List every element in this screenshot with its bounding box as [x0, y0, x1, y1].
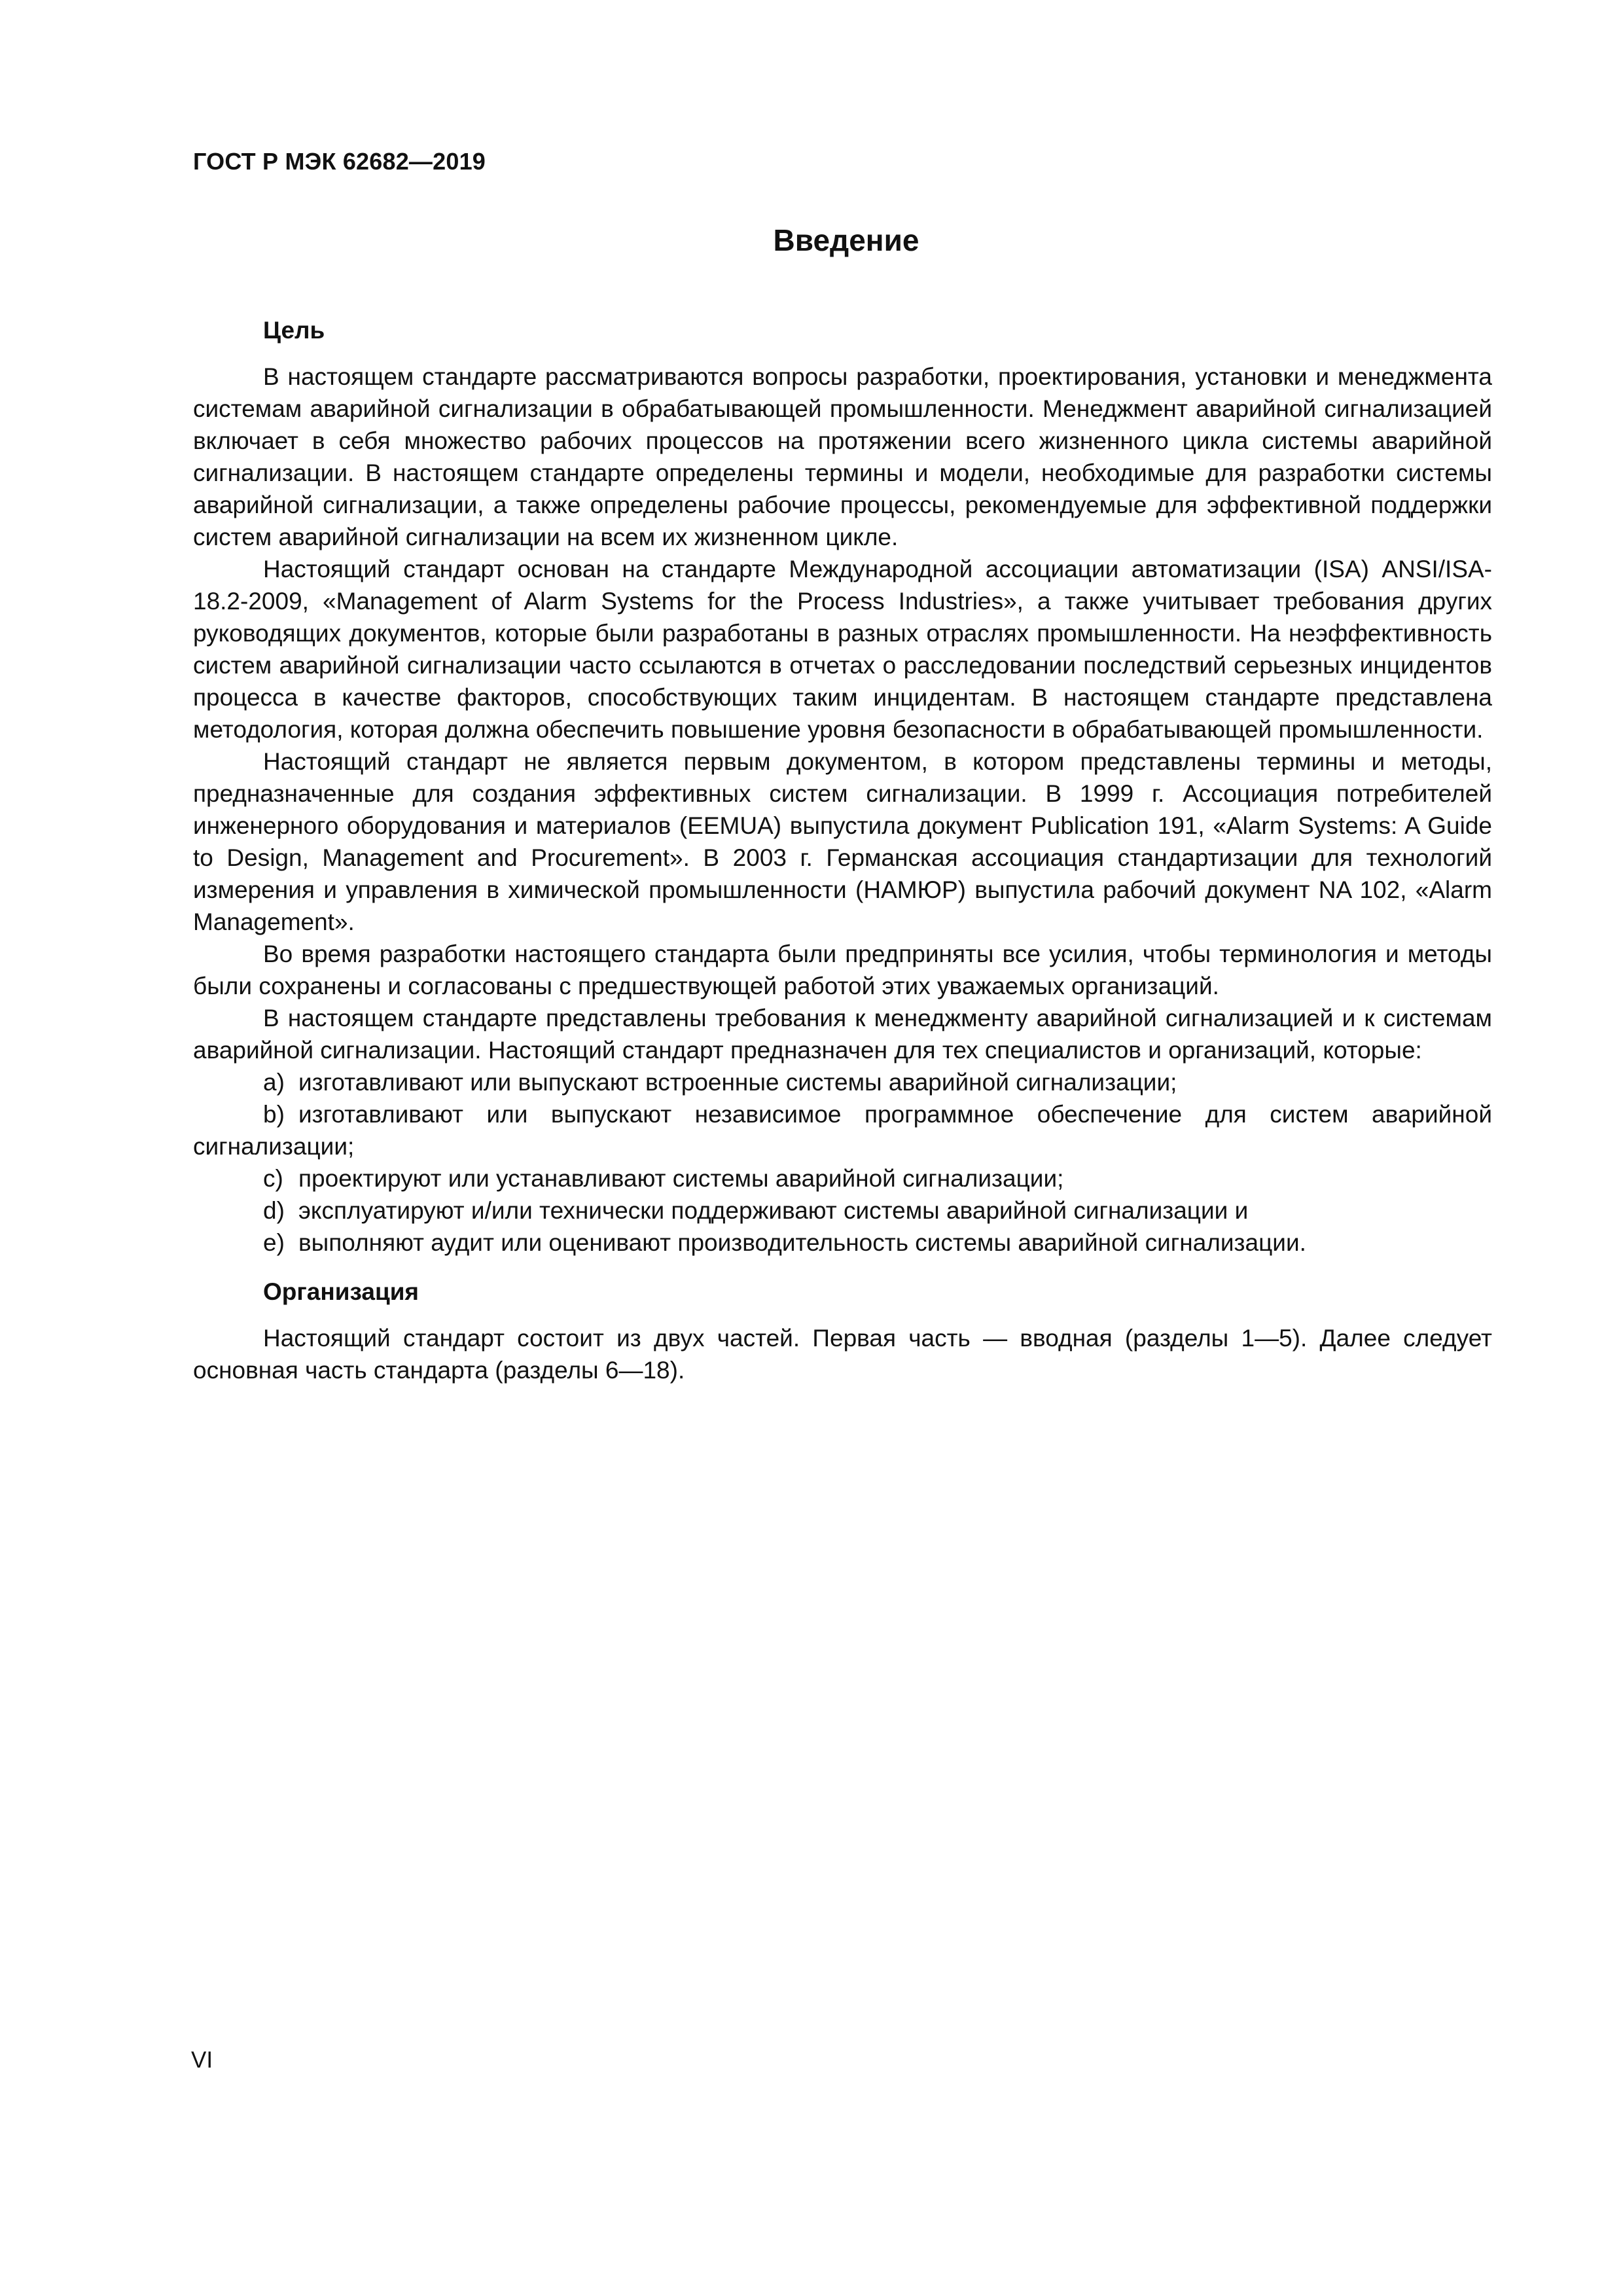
list-marker: d)	[263, 1197, 285, 1224]
list-item-text: выполняют аудит или оценивают производительность системы аварийной сигнализации.	[298, 1229, 1306, 1256]
paragraph: Настоящий стандарт состоит из двух частей. Первая часть — вводная (разделы 1—5). Далее следует основная часть стандарта (разделы 6—18).	[193, 1325, 1492, 1384]
list-item-text: эксплуатируют и/или технически поддерживают системы аварийной сигнализации и	[298, 1197, 1249, 1224]
list-item-text: изготавливают или выпускают встроенные системы аварийной сигнализации;	[298, 1069, 1177, 1096]
list-marker: a)	[263, 1069, 285, 1096]
document-body	[193, 314, 1492, 1386]
paragraph: В настоящем стандарте представлены требования к менеджменту аварийной сигнализацией и к системам аварийной сигнализации. Настоящий стандарт предназначен для тех специалистов и организаций, которые:	[193, 1005, 1492, 1064]
list-marker: c)	[263, 1165, 283, 1192]
page-number: VI	[191, 2047, 213, 2073]
document-code: ГОСТ Р МЭК 62682—2019	[193, 148, 486, 175]
list-item-text: проектируют или устанавливают системы аварийной сигнализации;	[298, 1165, 1064, 1192]
section-heading-goal: Цель	[263, 317, 325, 344]
audience-list	[193, 1066, 1492, 1259]
list-item	[193, 1098, 1492, 1162]
list-item	[193, 1066, 1492, 1098]
list-item-text: изготавливают или выпускают независимое программное обеспечение для систем аварийной сигнализации;	[193, 1101, 1492, 1160]
page-title: Введение	[773, 223, 919, 257]
paragraph: Настоящий стандарт основан на стандарте Международной ассоциации автоматизации (ISA) ANSI/ISA-18.2-2009, «Management of Alarm Systems for the Process Industries», а также учитывает требования других руководящих документов, которые были разработаны в разных отраслях промышленности. На неэффективность систем аварийной сигнализации часто ссылаются в отчетах о расследовании последствий серьезных инцидентов процесса в качестве факторов, способствующих таким инцидентам. В настоящем стандарте представлена методология, которая должна обеспечить повышение уровня безопасности в обрабатывающей промышленности.	[193, 556, 1492, 743]
paragraph: Во время разработки настоящего стандарта были предприняты все усилия, чтобы терминология и методы были сохранены и согласованы с предшествующей работой этих уважаемых организаций.	[193, 941, 1492, 999]
list-item	[193, 1162, 1492, 1194]
paragraph: В настоящем стандарте рассматриваются вопросы разработки, проектирования, установки и менеджмента системам аварийной сигнализации в обрабатывающей промышленности. Менеджмент аварийной сигнализацией включает в себя множество рабочих процессов на протяжении всего жизненного цикла системы аварийной сигнализации. В настоящем стандарте определены термины и модели, необходимые для разработки системы аварийной сигнализации, а также определены рабочие процессы, рекомендуемые для эффективной поддержки систем аварийной сигнализации на всем их жизненном цикле.	[193, 363, 1492, 550]
list-item	[193, 1194, 1492, 1227]
list-item	[193, 1227, 1492, 1259]
list-marker: e)	[263, 1229, 285, 1256]
section-heading-organization: Организация	[263, 1278, 419, 1305]
list-marker: b)	[263, 1101, 285, 1128]
paragraph: Настоящий стандарт не является первым документом, в котором представлены термины и методы, предназначенные для создания эффективных систем сигнализации. В 1999 г. Ассоциация потребителей инженерного оборудования и материалов (EEMUA) выпустила документ Publication 191, «Alarm Systems: A Guide to Design, Management and Procurement». В 2003 г. Германская ассоциация стандартизации для технологий измерения и управления в химической промышленности (НАМЮР) выпустила рабочий документ NA 102, «Alarm Management».	[193, 748, 1492, 935]
